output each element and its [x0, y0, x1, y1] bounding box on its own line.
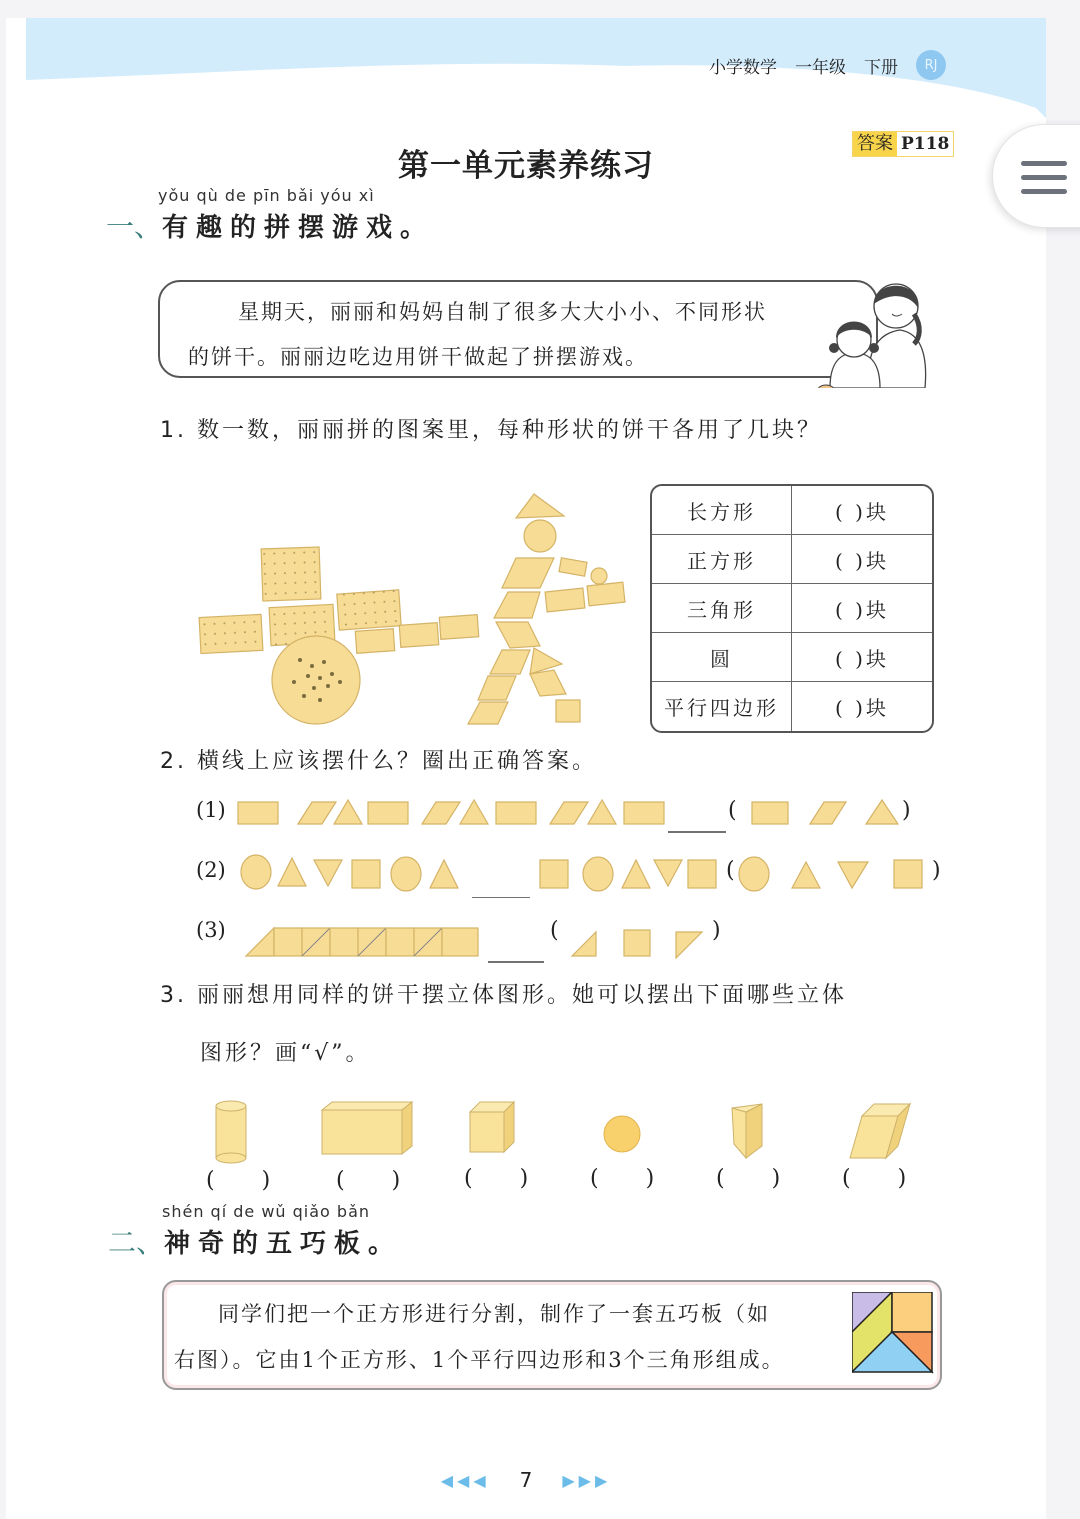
section1-title: 有趣的拼摆游戏。	[162, 213, 435, 243]
tangram-story-line-1: 同学们把一个正方形进行分割，制作了一套五巧板（如	[218, 1302, 770, 1326]
q2-row2-open-paren: (	[726, 858, 735, 883]
page-navigation	[6, 1468, 1046, 1492]
count-blank[interactable]: ( )块	[792, 535, 932, 584]
shape-count-table	[650, 484, 934, 733]
shape-name: 长方形	[652, 486, 792, 535]
question-3	[160, 978, 847, 1009]
hamburger-menu-icon	[1021, 161, 1067, 166]
edition-badge: RJ	[916, 50, 946, 80]
shape-name: 正方形	[652, 535, 792, 584]
slanted-prism-icon	[850, 1104, 910, 1158]
triangular-prism-icon	[732, 1104, 762, 1158]
mother-daughter-illustration	[810, 268, 930, 388]
section2-pinyin: shén qí de wǔ qiǎo bǎn	[162, 1202, 371, 1221]
grade-label: 一年级	[795, 57, 846, 78]
section1-heading	[106, 186, 434, 245]
solid-figures	[202, 1096, 922, 1166]
question-3-number: 3.	[160, 983, 187, 1008]
answer-label: 答案	[853, 132, 897, 156]
q2-row3-open-paren: (	[550, 918, 559, 943]
question-1-text: 数一数，丽丽拼的图案里，每种形状的饼干各用了几块？	[197, 418, 823, 443]
textbook-page	[6, 18, 1046, 1519]
volume-label: 下册	[864, 57, 898, 78]
question-1-number: 1.	[160, 418, 187, 443]
cuboid-icon	[322, 1102, 412, 1154]
tangram-figure	[852, 1292, 934, 1374]
next-page-arrows-icon[interactable]: ▶▶▶	[562, 1470, 612, 1490]
solid-answer-1[interactable]: ( )	[206, 1168, 291, 1193]
table-row	[652, 682, 932, 731]
sphere-icon	[604, 1116, 640, 1152]
hamburger-menu-icon	[1021, 175, 1067, 180]
question-2-text: 横线上应该摆什么？圈出正确答案。	[197, 749, 598, 774]
page-number: 7	[519, 1468, 533, 1492]
cube-icon	[470, 1102, 514, 1152]
count-blank[interactable]: ( )块	[792, 486, 932, 535]
q2-row2-close-paren: )	[932, 858, 941, 883]
question-2-number: 2.	[160, 749, 187, 774]
solid-answer-4[interactable]: ( )	[590, 1166, 675, 1191]
biscuit-pattern-figure	[190, 468, 640, 728]
tangram-story-line-2: 右图）。它由1个正方形、1个平行四边形和3个三角形组成。	[174, 1348, 785, 1372]
cylinder-icon	[216, 1101, 246, 1163]
solid-answer-3[interactable]: ( )	[464, 1166, 549, 1191]
q2-row3-close-paren: )	[712, 918, 721, 943]
question-2	[160, 744, 597, 775]
q2-row1-label: (1)	[196, 798, 226, 822]
solid-answer-6[interactable]: ( )	[842, 1166, 927, 1191]
shape-name: 三角形	[652, 584, 792, 633]
answer-page: P118	[897, 132, 953, 156]
section2-story-box	[162, 1280, 942, 1390]
page-title: 第一单元素养练习	[398, 148, 654, 184]
shape-name: 平行四边形	[652, 682, 792, 731]
story-line-2: 的饼干。丽丽边吃边用饼干做起了拼摆游戏。	[188, 345, 648, 369]
q2-row2-sequence	[236, 852, 936, 898]
q2-row1-sequence	[236, 794, 936, 834]
solid-answer-5[interactable]: ( )	[716, 1166, 801, 1191]
question-3-text-line1: 丽丽想用同样的饼干摆立体图形。她可以摆出下面哪些立体	[197, 983, 848, 1008]
story-line-1: 星期天，丽丽和妈妈自制了很多大大小小、不同形状	[238, 300, 767, 324]
q2-row3-sequence	[242, 914, 742, 966]
section2-number: 二、	[108, 1226, 165, 1259]
q2-row3-label: (3)	[196, 918, 226, 942]
book-info	[709, 50, 946, 80]
table-row	[652, 584, 932, 633]
table-row	[652, 633, 932, 682]
subject-label: 小学数学	[709, 57, 777, 78]
table-row	[652, 486, 932, 535]
q2-row2-label: (2)	[196, 858, 226, 882]
previous-page-arrows-icon[interactable]: ◀◀◀	[440, 1470, 490, 1490]
count-blank[interactable]: ( )块	[835, 696, 889, 720]
table-row	[652, 535, 932, 584]
section1-pinyin: yǒu qù de pīn bǎi yóu xì	[158, 186, 375, 205]
q2-row1-open-paren: (	[728, 798, 737, 823]
shape-name: 圆	[652, 633, 792, 682]
section2-title: 神奇的五巧板。	[164, 1229, 403, 1259]
question-1	[160, 413, 822, 444]
count-blank[interactable]: ( )块	[792, 584, 932, 633]
solid-answer-2[interactable]: ( )	[336, 1168, 421, 1193]
section1-story-box	[158, 280, 878, 378]
hamburger-menu-icon	[1021, 189, 1067, 194]
section1-number: 一、	[106, 210, 163, 243]
answer-reference-tag[interactable]	[852, 131, 954, 157]
q2-row1-close-paren: )	[902, 798, 911, 823]
question-3-line2: 图形？画“√”。	[200, 1041, 371, 1066]
section2-heading	[108, 1202, 402, 1261]
count-blank[interactable]: ( )块	[792, 633, 932, 682]
